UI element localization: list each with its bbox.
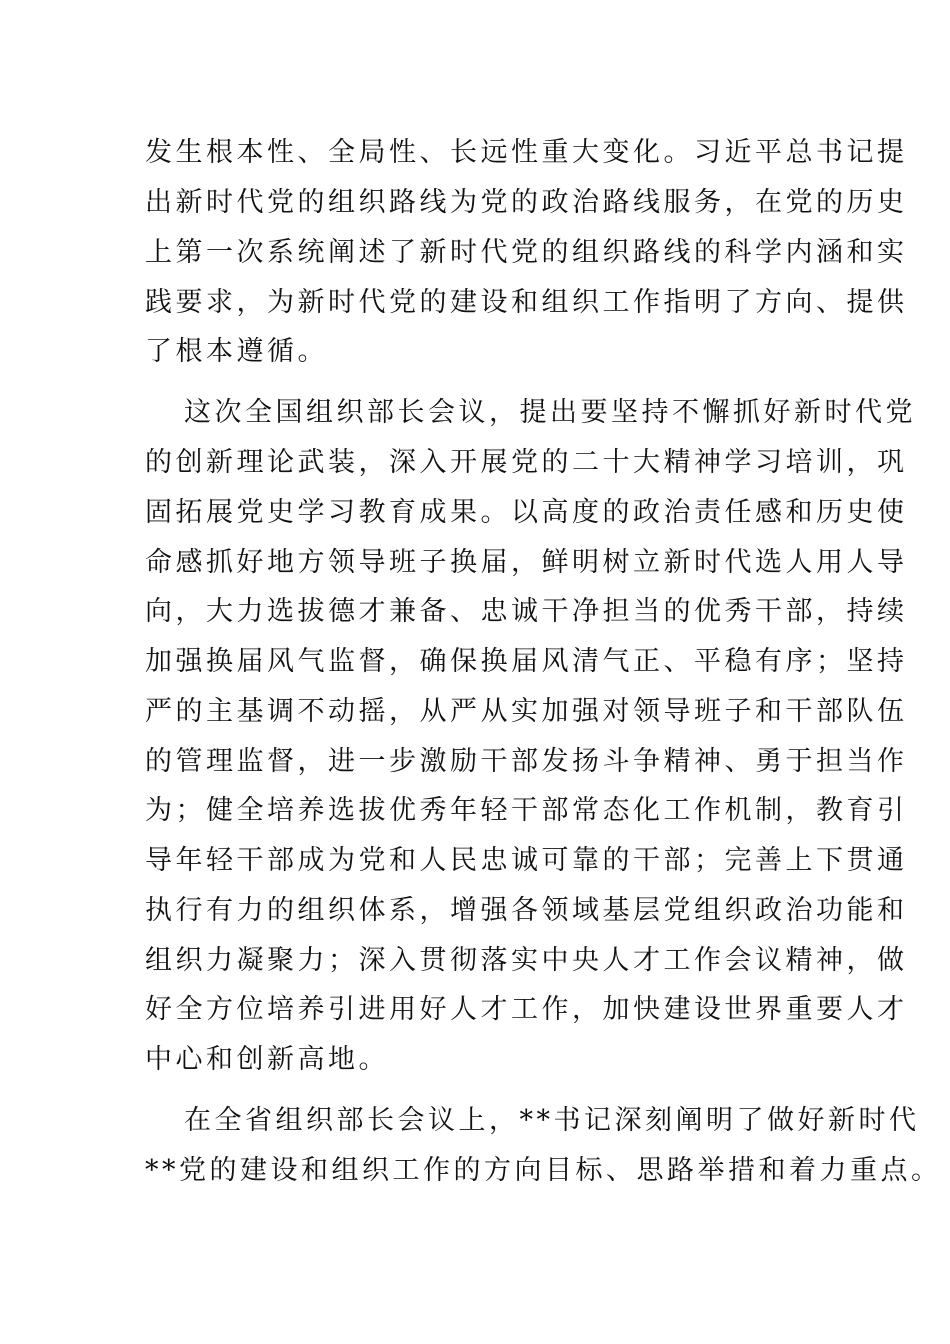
text-line: 践要求，为新时代党的建设和组织工作指明了方向、提供 xyxy=(145,287,908,318)
text-line: 出新时代党的组织路线为党的政治路线服务，在党的历史 xyxy=(145,187,908,218)
text-line: 严的主基调不动摇，从严从实加强对领导班子和干部队伍 xyxy=(145,696,908,727)
text-line: 的管理监督，进一步激励干部发扬斗争精神、勇于担当作 xyxy=(145,746,908,777)
text-line: 执行有力的组织体系，增强各领域基层党组织政治功能和 xyxy=(145,895,908,926)
text-line: 导年轻干部成为党和人民忠诚可靠的干部；完善上下贯通 xyxy=(145,845,908,876)
text-line: 固拓展党史学习教育成果。以高度的政治责任感和历史使 xyxy=(145,497,908,528)
text-line: 为；健全培养选拔优秀年轻干部常态化工作机制，教育引 xyxy=(145,795,908,826)
text-line: 上第一次系统阐述了新时代党的组织路线的科学内涵和实 xyxy=(145,237,908,268)
text-line: 组织力凝聚力；深入贯彻落实中央人才工作会议精神，做 xyxy=(145,945,908,976)
paragraph-first-line: 在全省组织部长会议上，**书记深刻阐明了做好新时代 xyxy=(184,1105,920,1136)
text-line: 向，大力选拔德才兼备、忠诚干净担当的优秀干部，持续 xyxy=(145,596,908,627)
text-line: 加强换届风气监督，确保换届风清气正、平稳有序；坚持 xyxy=(145,646,908,677)
text-line: 中心和创新高地。 xyxy=(145,1044,389,1075)
text-line: 发生根本性、全局性、长远性重大变化。习近平总书记提 xyxy=(145,137,908,168)
text-line: 命感抓好地方领导班子换届，鲜明树立新时代选人用人导 xyxy=(145,547,908,578)
text-line: **党的建设和组织工作的方向目标、思路举措和着力重点。 xyxy=(145,1155,942,1186)
text-line: 了根本遵循。 xyxy=(145,336,328,367)
paragraph-first-line: 这次全国组织部长会议，提出要坚持不懈抓好新时代党 xyxy=(184,397,916,428)
text-line: 好全方位培养引进用好人才工作，加快建设世界重要人才 xyxy=(145,994,908,1025)
text-line: 的创新理论武装，深入开展党的二十大精神学习培训，巩 xyxy=(145,447,908,478)
